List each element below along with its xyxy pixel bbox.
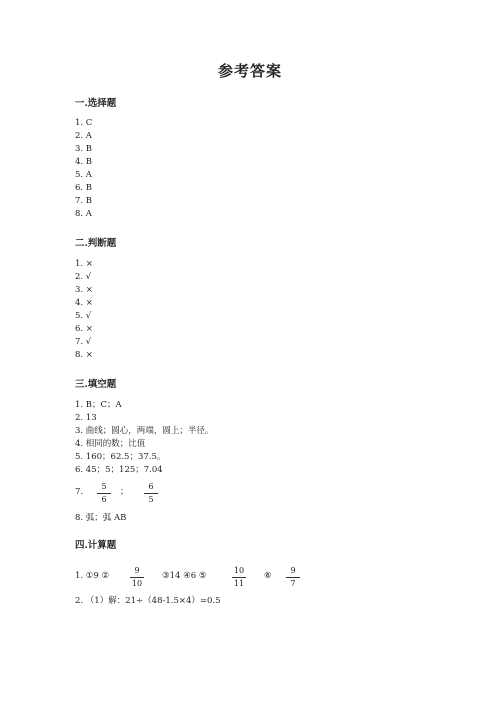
judge-answer-5: 5. √: [75, 311, 92, 321]
choice-answer-6: 6. B: [75, 183, 93, 193]
calc-answer-1-fraction-c: [286, 566, 300, 589]
section-heading-choice: 一.选择题: [75, 98, 117, 109]
calc-answer-1-fraction-a: [130, 566, 144, 589]
fraction-numerator: 10: [233, 566, 245, 575]
fill-answer-1: 1. B；C；A: [75, 400, 122, 410]
judge-answer-7: 7. √: [75, 337, 92, 347]
choice-answer-4: 4. B: [75, 157, 93, 167]
fraction-bar: [232, 577, 246, 578]
fraction-numerator: 6: [148, 482, 154, 491]
fraction-bar: [286, 577, 300, 578]
choice-answer-7: 7. B: [75, 196, 93, 206]
fill-answer-3: 3. 曲线；圆心，两端，圆上；半径。: [75, 426, 214, 436]
judge-answer-8: 8. ×: [75, 350, 93, 360]
choice-answer-8: 8. A: [75, 209, 92, 219]
fill-answer-5: 5. 160；62.5；37.5。: [75, 452, 166, 462]
section-heading-calc: 四.计算题: [75, 540, 117, 551]
calc-answer-1-part-a: 1. ①9 ②: [75, 571, 110, 581]
calc-answer-2: 2. （1）解：21÷（48-1.5×4）=0.5: [75, 596, 221, 606]
fraction-numerator: 9: [290, 566, 296, 575]
choice-answer-2: 2. A: [75, 131, 92, 141]
fraction-numerator: 5: [101, 482, 107, 491]
fraction-denominator: 6: [101, 495, 107, 504]
calc-answer-1-fraction-b: [232, 566, 246, 589]
choice-answer-5: 5. A: [75, 170, 92, 180]
choice-answer-1: 1. C: [75, 118, 93, 128]
fill-answer-2: 2. 13: [75, 413, 97, 423]
judge-answer-1: 1. ×: [75, 259, 93, 269]
fill-answer-8: 8. 弧；弧 AB: [75, 513, 127, 523]
fraction-denominator: 11: [233, 579, 245, 588]
fraction-denominator: 10: [131, 579, 143, 588]
fill-answer-7-separator: ；: [120, 487, 129, 497]
fill-answer-6: 6. 45；5；125；7.04: [75, 465, 163, 475]
section-heading-judge: 二.判断题: [75, 238, 117, 249]
fill-answer-7-fraction-1: [97, 482, 111, 505]
fill-answer-4: 4. 相同的数；比值: [75, 439, 146, 449]
fraction-denominator: 7: [290, 579, 296, 588]
judge-answer-4: 4. ×: [75, 298, 93, 308]
calc-answer-1-part-b: ③14 ④6 ⑤: [162, 571, 207, 581]
fill-answer-7-fraction-2: [144, 482, 158, 505]
fraction-bar: [97, 493, 111, 494]
judge-answer-2: 2. √: [75, 272, 92, 282]
choice-answer-3: 3. B: [75, 144, 93, 154]
fraction-bar: [144, 493, 158, 494]
section-heading-fill: 三.填空题: [75, 379, 117, 390]
calc-answer-1-part-c: ⑥: [264, 571, 272, 581]
fill-answer-7-prefix: 7.: [75, 487, 84, 497]
fraction-bar: [130, 577, 144, 578]
judge-answer-6: 6. ×: [75, 324, 93, 334]
page-title: 参考答案: [217, 62, 282, 80]
judge-answer-3: 3. ×: [75, 285, 93, 295]
fraction-numerator: 9: [134, 566, 140, 575]
fraction-denominator: 5: [148, 495, 154, 504]
